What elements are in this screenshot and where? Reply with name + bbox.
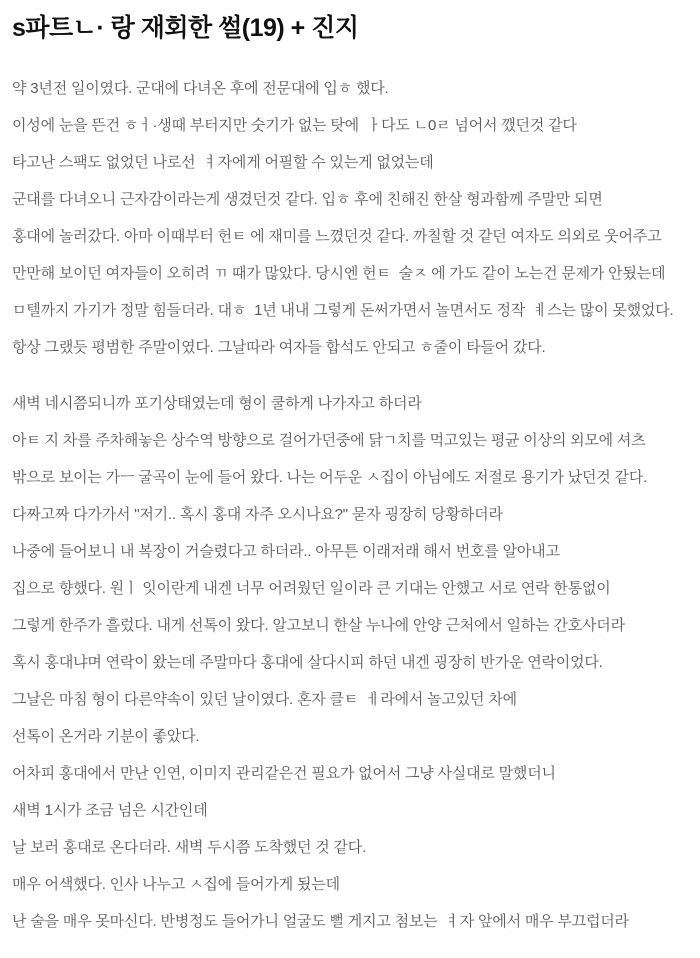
- post-paragraph: 어차피 홍대에서 만난 인연, 이미지 관리같은건 필요가 없어서 그냥 사실대로 말했더니: [12, 765, 556, 782]
- post-paragraph: 이성에 눈을 뜬건 ㅎㅓ·생때 부터지만 숫기가 없는 탓에 ㅏ다도 ㄴ0ㄹ 넘어서 깼던것 같다: [12, 117, 577, 134]
- post-paragraph: 만만해 보이던 여자들이 오히려 ㄲ 때가 많았다. 당시엔 헌ㅌ 술ㅈ 에 가도 같이 노는건 문제가 안됬는데: [12, 265, 666, 282]
- post-paragraph: 새벽 1시가 조금 넘은 시간인데: [12, 802, 208, 819]
- post-paragraph: ㅁ텔까지 가기가 정말 힘들더라. 대ㅎ 1년 내내 그렇게 돈써가면서 놀면서도 정작 ㅖ스는 많이 못했었다.: [12, 302, 674, 319]
- post-paragraph: 그렇게 한주가 흘렀다. 내게 선톡이 왔다. 알고보니 한살 누나에 안양 근처에서 일하는 간호사더라: [12, 617, 625, 634]
- page-title: s파트ㄴ· 랑 재회한 썰(19) + 진지: [12, 14, 359, 42]
- post-paragraph: 밖으로 보이는 가ㅡ 굴곡이 눈에 들어 왔다. 나는 어두운 ㅅ집이 아님에도 저절로 용기가 났던것 같다.: [12, 469, 648, 486]
- post-paragraph: 타고난 스팩도 없었던 나로선 ㅕ자에게 어필할 수 있는게 없었는데: [12, 154, 434, 171]
- post-paragraph: 집으로 향했다. 원ㅣ 잇이란게 내겐 너무 어려웠던 일이라 큰 기대는 안했고 서로 연락 한통없이: [12, 580, 611, 597]
- post-paragraph: 매우 어색했다. 인사 나누고 ㅅ집에 들어가게 됬는데: [12, 876, 340, 893]
- post-paragraph: 새벽 네시쯤되니까 포기상태였는데 형이 쿨하게 나가자고 하더라: [12, 395, 422, 412]
- paragraph-spacer: [12, 374, 686, 377]
- post-paragraph: 혹시 홍대냐며 연락이 왔는데 주말마다 홍대에 살다시피 하던 내겐 굉장히 반가운 연락이었다.: [12, 654, 603, 671]
- post-paragraph: 다짜고짜 다가가서 "저기.. 혹시 홍대 자주 오시나요?" 묻자 굉장히 당황하더라: [12, 506, 503, 523]
- post-paragraph: 약 3년전 일이였다. 군대에 다녀온 후에 전문대에 입ㅎ 했다.: [12, 80, 389, 97]
- post-paragraph: 그날은 마침 형이 다른약속이 있던 날이였다. 혼자 클ㅌ ㅔ라에서 놀고있던 차에: [12, 691, 517, 708]
- post-paragraph: 나중에 들어보니 내 복장이 거슬렸다고 하더라.. 아무튼 이래저래 해서 번호를 알아내고: [12, 543, 560, 560]
- post-paragraph: 선톡이 온거라 기분이 좋았다.: [12, 728, 200, 745]
- post-paragraph: 홍대에 놀러갔다. 아마 이때부터 헌ㅌ 에 재미를 느꼈던것 같다. 까칠할 것 같던 여자도 의외로 웃어주고: [12, 228, 662, 245]
- post-content: [0, 10, 700, 958]
- post-paragraph: 항상 그랬듯 평범한 주말이였다. 그날따라 여자들 합석도 안되고 ㅎ줄이 타들어 갔다.: [12, 339, 546, 356]
- post-paragraph: 아ㅌ 지 차를 주차해놓은 상수역 방향으로 걸어가던중에 닭ㄱ치를 먹고있는 평균 이상의 외모에 셔츠: [12, 432, 646, 449]
- post-paragraph: 난 술을 매우 못마신다. 반병정도 들어가니 얼굴도 뻘 게지고 첨보는 ㅕ자 앞에서 매우 부끄럽더라: [12, 913, 629, 930]
- post-paragraph: 날 보러 홍대로 온다더라. 새벽 두시쯤 도착했던 것 같다.: [12, 839, 367, 856]
- post-paragraph: 군대를 다녀오니 근자감이라는게 생겼던것 같다. 입ㅎ 후에 친해진 한살 형과함께 주말만 되면: [12, 191, 603, 208]
- post-body: [12, 78, 686, 932]
